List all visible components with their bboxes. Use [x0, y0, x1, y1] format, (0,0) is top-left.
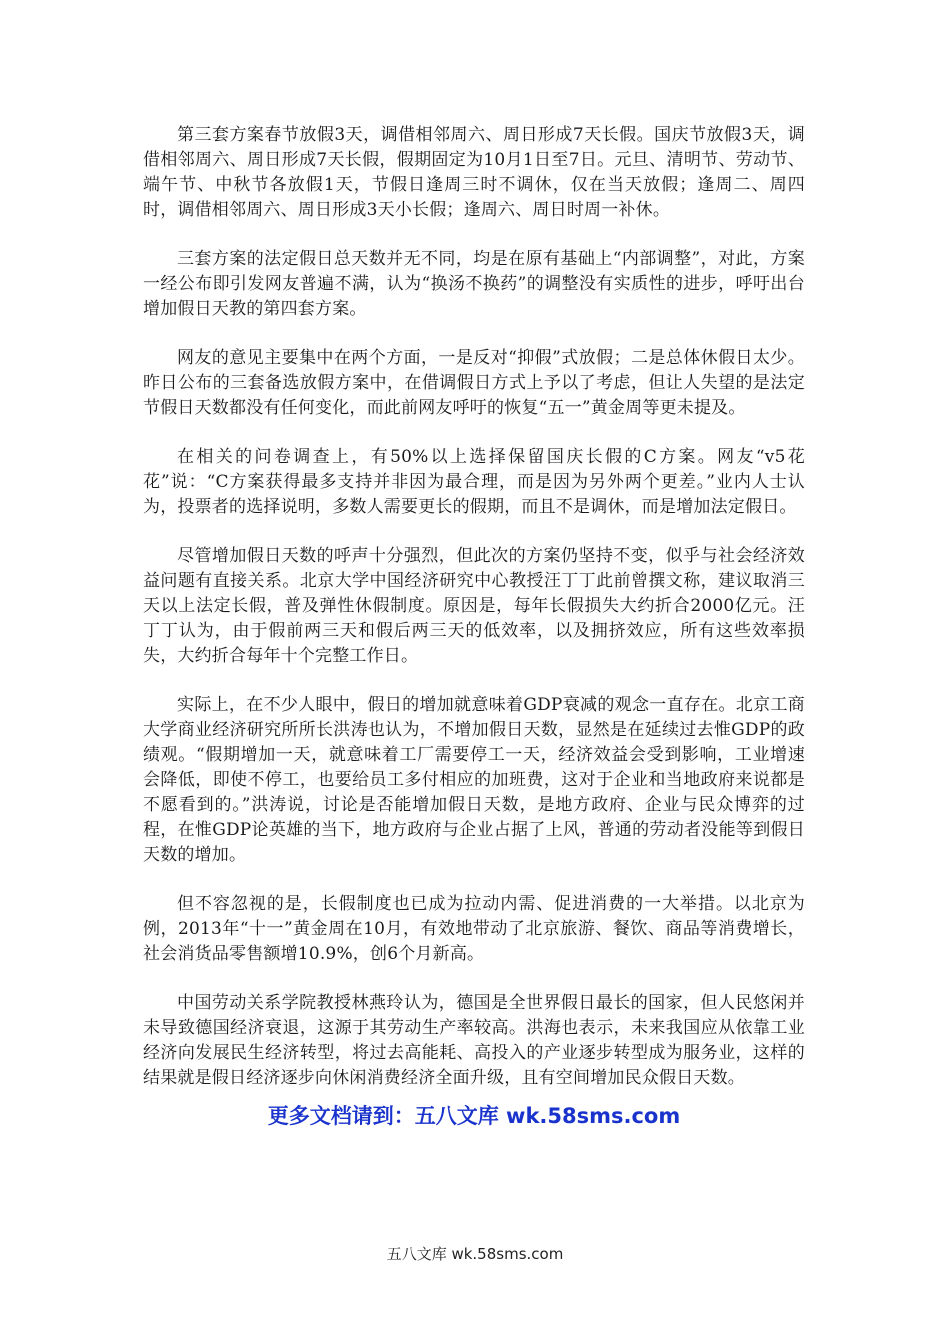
paragraph-1: 第三套方案春节放假3天，调借相邻周六、周日形成7天长假。国庆节放假3天，调借相邻周六、周日形成7天长假，假期固定为10月1日至7日。元旦、清明节、劳动节、端午节、中秋节各放假1天，节假日逢周三时不调休，仅在当天放假；逢周二、周四时，调借相邻周六、周日形成3天小长假；逢周六、周日时周一补休。	[143, 125, 805, 220]
promo-link[interactable]: 更多文档请到：五八文库 wk.58sms.com	[267, 1104, 681, 1128]
page-footer: 五八文库 wk.58sms.com	[386, 1245, 564, 1263]
paragraph-7: 但不容忽视的是，长假制度也已成为拉动内需、促进消费的一大举措。以北京为例，2013年“十一”黄金周在10月，有效地带动了北京旅游、餐饮、商品等消费增长，社会消货品零售额增10.9%，创6个月新高。	[143, 894, 805, 964]
paragraph-4: 在相关的问卷调查上，有50%以上选择保留国庆长假的C方案。网友“v5花花”说：“C方案获得最多支持并非因为最合理，而是因为另外两个更差。”业内人士认为，投票者的选择说明，多数人需要更长的假期，而且不是调休，而是增加法定假日。	[143, 447, 805, 517]
paragraph-5: 尽管增加假日天数的呼声十分强烈，但此次的方案仍坚持不变，似乎与社会经济效益问题有直接关系。北京大学中国经济研究中心教授汪丁丁此前曾撰文称，建议取消三天以上法定长假，普及弹性休假制度。原因是，每年长假损失大约折合2000亿元。汪丁丁认为，由于假前两三天和假后两三天的低效率，以及拥挤效应，所有这些效率损失，大约折合每年十个完整工作日。	[143, 546, 805, 666]
paragraph-3: 网友的意见主要集中在两个方面，一是反对“抑假”式放假；二是总体休假日太少。昨日公布的三套备选放假方案中，在借调假日方式上予以了考虑，但让人失望的是法定节假日天数都没有任何变化，而此前网友呼吁的恢复“五一”黄金周等更未提及。	[143, 348, 805, 418]
document-body	[143, 123, 805, 1131]
paragraph-2: 三套方案的法定假日总天数并无不同，均是在原有基础上“内部调整”，对此，方案一经公布即引发网友普遍不满，认为“换汤不换药”的调整没有实质性的进步，呼吁出台增加假日天教的第四套方案。	[143, 249, 805, 319]
paragraph-6: 实际上，在不少人眼中，假日的增加就意味着GDP衰减的观念一直存在。北京工商大学商业经济研究所所长洪涛也认为，不增加假日天数，显然是在延续过去惟GDP的政绩观。“假期增加一天，就意味着工厂需要停工一天，经济效益会受到影响，工业增速会降低，即使不停工，也要给员工多付相应的加班费，这对于企业和当地政府来说都是不愿看到的。”洪涛说，讨论是否能增加假日天数，是地方政府、企业与民众博弈的过程，在惟GDP论英雄的当下，地方政府与企业占据了上风，普通的劳动者没能等到假日天数的增加。	[143, 695, 805, 865]
paragraph-8: 中国劳动关系学院教授林燕玲认为，德国是全世界假日最长的国家，但人民悠闲并未导致德国经济衰退，这源于其劳动生产率较高。洪海也表示，未来我国应从依靠工业经济向发展民生经济转型，将过去高能耗、高投入的产业逐步转型成为服务业，这样的结果就是假日经济逐步向休闲消费经济全面升级，且有空间增加民众假日天数。	[143, 993, 805, 1088]
